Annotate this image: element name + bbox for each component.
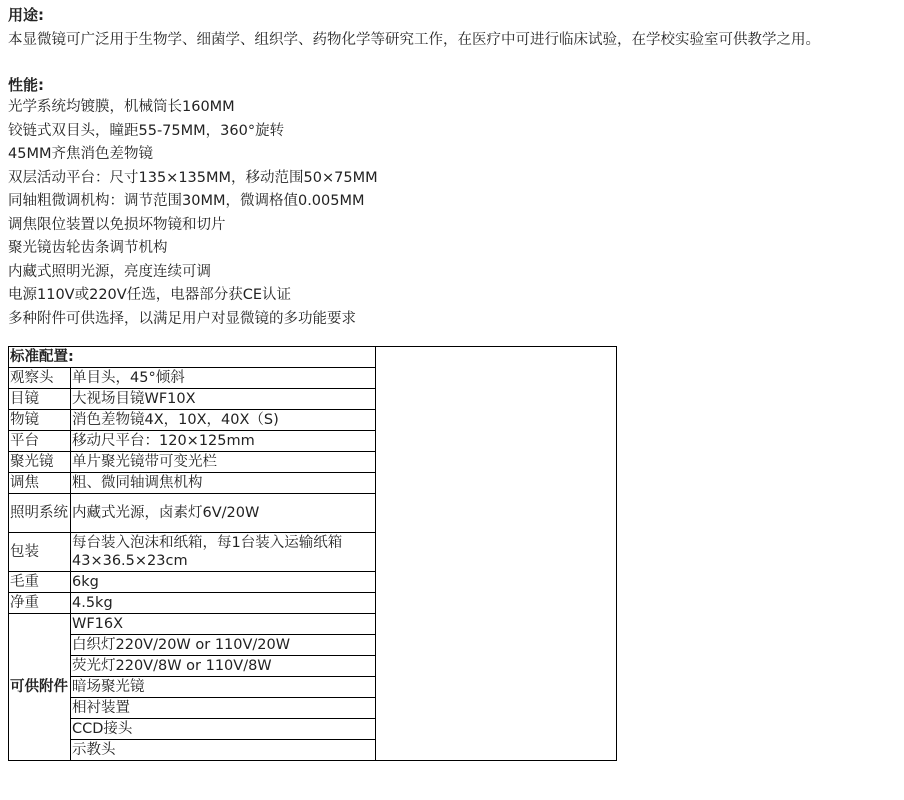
row-value: 粗、微同轴调焦机构 bbox=[71, 473, 376, 494]
row-label: 包装 bbox=[9, 533, 71, 572]
row-value: 6kg bbox=[71, 572, 376, 593]
table-header-row bbox=[9, 347, 617, 368]
row-label: 聚光镜 bbox=[9, 452, 71, 473]
row-value: 4.5kg bbox=[71, 593, 376, 614]
row-label: 观察头 bbox=[9, 368, 71, 389]
row-value: 单目头，45°倾斜 bbox=[71, 368, 376, 389]
row-value: 每台装入泡沫和纸箱，每1台装入运输纸箱43×36.5×23cm bbox=[71, 533, 376, 572]
table-header: 标准配置: bbox=[9, 347, 376, 368]
performance-item: 铰链式双目头，瞳距55-75MM，360°旋转 bbox=[8, 122, 285, 139]
performance-item: 调焦限位装置以免损坏物镜和切片 bbox=[8, 216, 226, 233]
accessory-item: WF16X bbox=[71, 614, 376, 635]
row-value: 大视场目镜WF10X bbox=[71, 389, 376, 410]
performance-item: 光学系统均镀膜，机械筒长160MM bbox=[8, 99, 235, 115]
performance-item: 多种附件可供选择，以满足用户对显微镜的多功能要求 bbox=[8, 310, 356, 327]
accessory-item: CCD接头 bbox=[71, 719, 376, 740]
row-label: 物镜 bbox=[9, 410, 71, 431]
row-value: 内藏式光源，卤素灯6V/20W bbox=[71, 494, 376, 533]
performance-item: 电源110V或220V任选，电器部分获CE认证 bbox=[8, 287, 291, 303]
performance-list bbox=[8, 96, 378, 331]
row-label: 净重 bbox=[9, 593, 71, 614]
row-label: 调焦 bbox=[9, 473, 71, 494]
accessory-item: 示教头 bbox=[71, 740, 376, 761]
blank-column bbox=[376, 347, 617, 761]
accessory-item: 相衬装置 bbox=[71, 698, 376, 719]
row-value: 单片聚光镜带可变光栏 bbox=[71, 452, 376, 473]
performance-item: 双层活动平台：尺寸135×135MM，移动范围50×75MM bbox=[8, 169, 378, 186]
row-label: 照明系统 bbox=[9, 494, 71, 533]
performance-heading: 性能: bbox=[8, 76, 44, 94]
row-label: 毛重 bbox=[9, 572, 71, 593]
performance-item: 同轴粗微调机构：调节范围30MM，微调格值0.005MM bbox=[8, 193, 365, 209]
accessory-item: 白织灯220V/20W or 110V/20W bbox=[71, 635, 376, 656]
row-label: 平台 bbox=[9, 431, 71, 452]
accessory-item: 荧光灯220V/8W or 110V/8W bbox=[71, 656, 376, 677]
standard-config-table bbox=[8, 346, 617, 761]
performance-item: 45MM齐焦消色差物镜 bbox=[8, 146, 153, 162]
row-label: 目镜 bbox=[9, 389, 71, 410]
accessories-label: 可供附件 bbox=[9, 614, 71, 761]
usage-text: 本显微镜可广泛用于生物学、细菌学、组织学、药物化学等研究工作，在医疗中可进行临床试验，在学校实验室可供教学之用。 bbox=[8, 32, 820, 48]
row-value: 消色差物镜4X，10X，40X（S) bbox=[71, 410, 376, 431]
usage-heading: 用途: bbox=[8, 6, 44, 24]
accessory-item: 暗场聚光镜 bbox=[71, 677, 376, 698]
row-value: 移动尺平台：120×125mm bbox=[71, 431, 376, 452]
performance-item: 内藏式照明光源，亮度连续可调 bbox=[8, 263, 211, 280]
performance-item: 聚光镜齿轮齿条调节机构 bbox=[8, 240, 168, 256]
